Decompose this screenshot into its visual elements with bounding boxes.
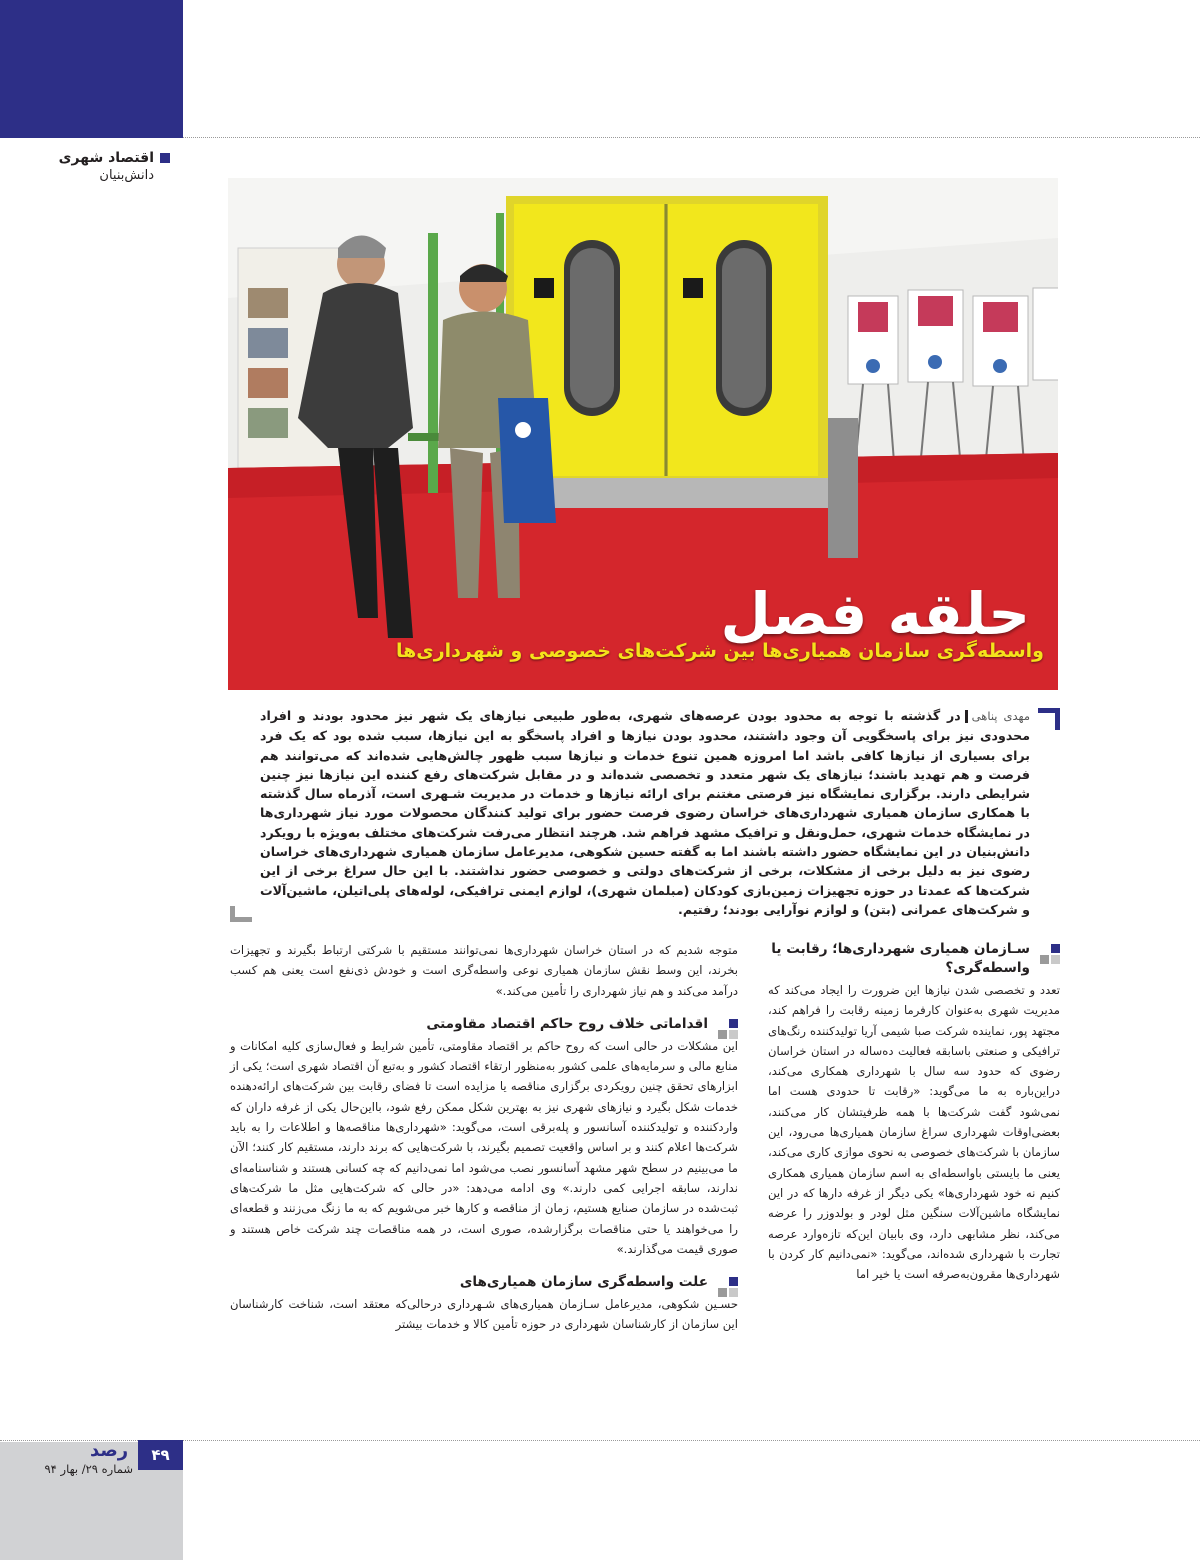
right-column-text: تعدد و تخصصی شدن نیازها این ضرورت را ایجاد می‌کند که مدیریت شهری به‌عنوان کارفرما زمینه رقابت را فراهم کند، مجتهد پور، نماینده شرکت صبا شیمی آریا تولیدکننده رنگ‌های ترافیکی و صنعتی باسابقه فعالیت ده‌ساله در استان خراسان رضوی که حدود سه سال با شهرداری همکاری می‌کند، دراین‌باره به ما می‌گوید: «رقابت تا حدودی هست اما نمی‌شود گفت شرکت‌ها با همه ظرفیتشان کار می‌کنند، بعضی‌اوقات شهرداری سراغ سازمان همیاری‌ها می‌رود، این سازمان با شرکت‌های خصوصی به نحوی موازی کاری می‌کند، یعنی ما بایستی باواسطه‌ای به اسم سازمان همیاری همکاری کنیم نه خود شهرداری‌ها» یکی دیگر از غرفه دارها که در این نمایشگاه ماشین‌آلات سنگین مثل لودر و بولدوزر را عرضه می‌کند، نظر مشابهی دارد، وی بابیان این‌که تازه‌وارد عرصه تجارت با شهرداری شده‌اند، می‌گوید: «نمی‌دانیم کار کردن با شهرداری‌ها مقرون‌به‌صرفه است یا خیر اما [768,983,1060,1282]
article-subtitle: واسطه‌گری سازمان همیاری‌ها بین شرکت‌های خصوصی و شهرداری‌ها [395,640,1044,662]
close-bracket-mark [230,906,252,922]
left-column-text2: حسـین شکوهی، مدیرعامل سـازمان همیاری‌های شـهرداری درحالی‌که معتقد است، شناخت کارشناسان این سازمان از کارشناسان شهرداری در حوزه تأمین کالا و خدمات بیشتر [230,1297,738,1332]
author-separator [965,710,968,723]
open-bracket-mark [1038,708,1060,730]
subhead-squares-icon [716,1277,738,1299]
lead-paragraph [260,706,1030,919]
lead-section [230,706,1060,924]
feature-photo [228,178,1058,690]
issue-label: شماره ۲۹/ بهار ۹۴ [44,1462,133,1476]
section-square-icon [160,153,170,163]
author-name: مهدی پناهی [971,709,1030,723]
subhead-squares-icon [716,1019,738,1041]
left-column [230,940,738,1335]
section-label [10,150,170,183]
subheading-intermediary-reason: علت واسطه‌گری سازمان همیاری‌های [230,1273,738,1292]
right-column [768,940,1060,1284]
subhead-squares-icon [1038,944,1060,966]
left-column-intro: متوجه شدیم که در استان خراسان شهرداری‌ها نمی‌توانند مستقیم با شرکتی ارتباط بگیرند و تجهیزات بخرند، این وسط نقش سازمان همیاری نوعی واسطه‌گری است و خودش ذی‌نفع است یعنی هم کسب درآمد می‌کند و هم نیاز شهرداری را تأمین می‌کند.» [230,943,738,998]
page-number: ۴۹ [138,1440,183,1470]
magazine-logo: رصد [90,1440,129,1461]
right-column-heading: سـازمان همیاری شهرداری‌ها؛ رقابت یا واسطه‌گری؟ [768,940,1060,978]
top-dotted-divider [183,137,1200,138]
article-title: حلقه فصل [720,580,1030,648]
lead-body: در گذشته با توجه به محدود بودن عرصه‌های شهری، به‌طور طبیعی نیازهای یک شهر نیز محدود بودند و افراد محدودی نیز برای پاسخگویی آن وجود داشتند، محدود بودن نیازها و افراد پاسخگو به این نیازها، سبب شده بود که یک فرد برای بسیاری از نیازها کافی باشد اما امروزه همین تنوع خدمات و نیازها سبب ظهور چالش‌هایی شده‌اند که می‌توانند هم فرصت و هم تهدید باشند؛ نیازهای یک شهر متعدد و تخصصی شده‌اند و در مقابل شرکت‌های رفع کننده این نیازها نیز چنین شرایطی دارند. برگزاری نمایشگاه نیز فرصتی مغتنم برای ارائه نیازها و خدمات در مدیریت شـهری است، آذرماه سال گذشته با همکاری سازمان همیاری شهرداری‌های خراسان رضوی فرصت حضور برای تولید کنندگان محصولات مورد نیاز شهرداری‌ها در نمایشگاه خدمات شهری، حمل‌ونقل و ترافیک مشهد فراهم شد. هرچند انتظار می‌رفت شرکت‌های مختلف به‌ویژه با رویکرد دانش‌بنیان در این نمایشگاه حضور داشته باشند اما به گفته حسین شکوهی، مدیرعامل سازمان همیاری شهرداری‌های خراسان رضوی نیز به دلیل برخی از مشکلات، برخی از شرکت‌های دولتی و خصوصی حضور نداشتند. با این حال سراغ برخی از این شرکت‌ها که عمدتا در حوزه تجهیزات زمین‌بازی کودکان (مبلمان شهری)، لوازم ایمنی ترافیکی، لوله‌های پلی‌اتیلن، ماشین‌آلات و شرکت‌های عمرانی (بتن) و لوازم نوآرایی بودند؛ رفتیم. [260,708,1030,917]
left-column-text1: این مشکلات در حالی است که روح حاکم بر اقتصاد مقاومتی، تأمین شرایط و فعال‌سازی کلیه امکانات و منابع مالی و سرمایه‌های علمی کشور به‌منظور ارتقاء اقتصاد کشور و به‌تبع آن اقتصاد شهری است؛ یکی از ابزارهای تحقق چنین رویکردی برگزاری مناقصه یا مزایده است تا فضای رقابت بین شرکت‌های ارائه‌دهنده خدمات شکل بگیرد و نیازهای شهری نیز به بهترین شکل ممکن رفع شود، بااین‌حال یکی از غرفه داران که واردکننده و تولیدکننده آسانسور و پله‌برقی است، می‌گوید: «شهرداری‌ها مناقصه‌ها و اطلاعات را به باید شرکت‌ها اعلام کنند و بر اساس واقعیت تصمیم بگیرند، با شرکت‌هایی که برند دارند، مستقیم کار کنند؛ الآن ما می‌بینیم در سطح شهر مشهد آسانسور نصب می‌شود اما نمی‌دانیم که چه کسانی هستند و شناسنامه‌ای ندارند، سابقه اجرایی کمی دارند.» وی ادامه می‌دهد: «در حالی که شرکت‌هایی مثل ما شرکت‌های ثبت‌شده در سازمان صنایع هستیم، زمان از مناقصه و کارها خبر می‌شویم که به ما زنگ می‌زنند و قطعه‌ای را می‌خواهند یا حتی مناقصات برگزارشده، صوری است، در همه مناقصات چند شرکت خاص هستند و صوری قیمت می‌گذارند.» [230,1038,738,1256]
section-label-line1: اقتصاد شهری [10,150,170,166]
subheading-resistance-economy: اقداماتی خلاف روح حاکم اقتصاد مقاومتی [230,1015,738,1034]
section-label-line2: دانش‌بنیان [99,168,154,183]
corner-color-block [0,0,183,138]
